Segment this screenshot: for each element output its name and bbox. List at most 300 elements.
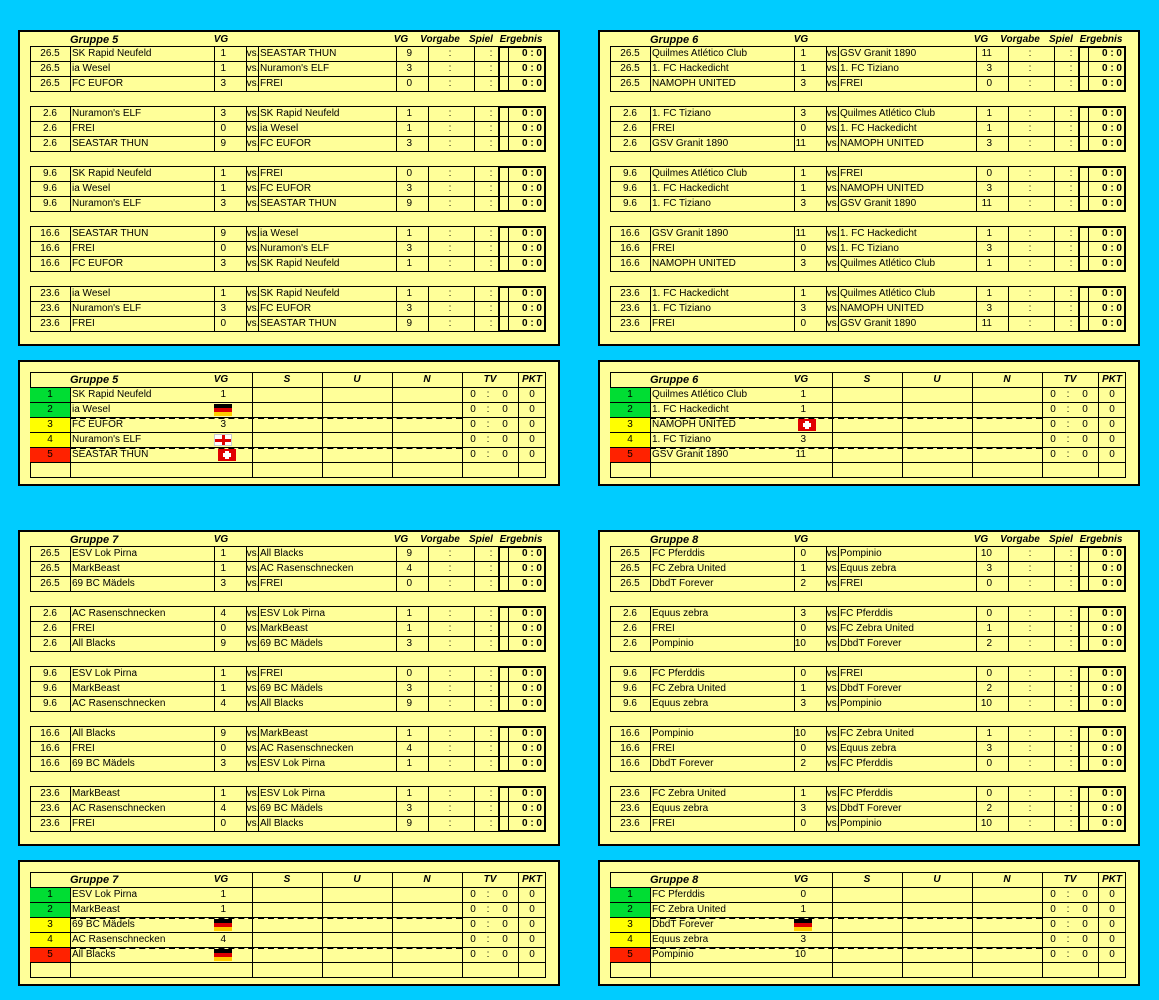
spiel-input[interactable]: :	[489, 668, 493, 679]
rank-cell: 1	[610, 388, 650, 402]
vorgabe-input[interactable]: :	[448, 183, 452, 194]
match-date: 2.6	[43, 108, 57, 119]
vorgabe-input[interactable]: :	[1028, 243, 1032, 254]
tv-goals-for: 0	[1050, 919, 1056, 930]
vorgabe-input[interactable]: :	[1028, 578, 1032, 589]
spiel-input[interactable]: :	[489, 623, 493, 634]
result-score[interactable]: 0 : 0	[521, 303, 542, 314]
spiel-input[interactable]: :	[489, 63, 493, 74]
home-team: Nuramon's ELF	[72, 198, 142, 209]
result-score[interactable]: 0 : 0	[1101, 683, 1122, 694]
result-score[interactable]: 0 : 0	[1101, 123, 1122, 134]
spiel-input[interactable]: :	[1069, 63, 1073, 74]
group-title: Gruppe 7	[70, 874, 119, 886]
result-score[interactable]: 0 : 0	[521, 288, 542, 299]
result-score[interactable]: 0 : 0	[521, 183, 542, 194]
spiel-input[interactable]: :	[1069, 668, 1073, 679]
rank-cell: 2	[30, 903, 70, 917]
spiel-input[interactable]: :	[489, 758, 493, 769]
result-score[interactable]: 0 : 0	[1101, 608, 1122, 619]
spiel-input[interactable]: :	[489, 728, 493, 739]
vorgabe-input[interactable]: :	[448, 258, 452, 269]
away-vg: 2	[986, 803, 992, 814]
home-vg: 1	[800, 48, 806, 59]
vs-label: vs.	[246, 788, 260, 799]
spiel-input[interactable]: :	[1069, 138, 1073, 149]
vorgabe-input[interactable]: :	[448, 78, 452, 89]
spiel-input[interactable]: :	[489, 78, 493, 89]
result-score[interactable]: 0 : 0	[1101, 108, 1122, 119]
home-vg: 3	[220, 198, 226, 209]
qualification-line	[650, 417, 1042, 419]
result-score[interactable]: 0 : 0	[1101, 168, 1122, 179]
away-vg: 1	[406, 728, 412, 739]
away-team: GSV Granit 1890	[840, 318, 917, 329]
result-score[interactable]: 0 : 0	[1101, 138, 1122, 149]
home-team: FREI	[652, 243, 675, 254]
tv-goals-for: 0	[1050, 404, 1056, 415]
vorgabe-input[interactable]: :	[448, 138, 452, 149]
away-vg: 0	[406, 668, 412, 679]
result-score[interactable]: 0 : 0	[521, 623, 542, 634]
vorgabe-input[interactable]: :	[448, 728, 452, 739]
spiel-input[interactable]: :	[489, 228, 493, 239]
schedule-panel	[18, 530, 560, 846]
vorgabe-input[interactable]: :	[1028, 683, 1032, 694]
vorgabe-input[interactable]: :	[1028, 108, 1032, 119]
team-name: Equus zebra	[652, 934, 709, 945]
vg-header: VG	[973, 34, 989, 45]
vorgabe-input[interactable]: :	[1028, 758, 1032, 769]
spiel-input[interactable]: :	[489, 198, 493, 209]
spiel-input[interactable]: :	[489, 548, 493, 559]
result-score[interactable]: 0 : 0	[1101, 758, 1122, 769]
match-date: 16.6	[620, 728, 640, 739]
tv-colon: :	[486, 889, 490, 900]
result-score[interactable]: 0 : 0	[521, 108, 542, 119]
vs-label: vs.	[246, 183, 260, 194]
points: 0	[529, 904, 535, 915]
points: 0	[529, 419, 535, 430]
spiel-input[interactable]: :	[1069, 743, 1073, 754]
spiel-input[interactable]: :	[1069, 818, 1073, 829]
spiel-input[interactable]: :	[1069, 683, 1073, 694]
spiel-input[interactable]: :	[489, 788, 493, 799]
spiel-input[interactable]: :	[489, 48, 493, 59]
column-divider	[650, 546, 651, 561]
spiel-input[interactable]: :	[489, 108, 493, 119]
column-divider	[70, 726, 71, 741]
vorgabe-input[interactable]: :	[1028, 743, 1032, 754]
match-date: 16.6	[620, 258, 640, 269]
away-team: DbdT Forever	[840, 638, 902, 649]
vorgabe-input[interactable]: :	[1028, 183, 1032, 194]
vg-header: VG	[393, 34, 409, 45]
spiel-input[interactable]: :	[489, 243, 493, 254]
vorgabe-input[interactable]: :	[1028, 198, 1032, 209]
spiel-input[interactable]: :	[489, 578, 493, 589]
vorgabe-input[interactable]: :	[1028, 48, 1032, 59]
vorgabe-input[interactable]: :	[1028, 563, 1032, 574]
spiel-input[interactable]: :	[1069, 548, 1073, 559]
points: 0	[1109, 919, 1115, 930]
vorgabe-input[interactable]: :	[448, 668, 452, 679]
vorgabe-input[interactable]: :	[448, 743, 452, 754]
home-team: FREI	[72, 623, 95, 634]
home-team: 69 BC Mädels	[72, 758, 135, 769]
result-score[interactable]: 0 : 0	[521, 728, 542, 739]
spiel-input[interactable]: :	[489, 698, 493, 709]
spiel-input[interactable]: :	[489, 183, 493, 194]
result-score[interactable]: 0 : 0	[1101, 548, 1122, 559]
vorgabe-input[interactable]: :	[448, 683, 452, 694]
home-vg: 1	[220, 548, 226, 559]
column-divider	[650, 741, 651, 756]
away-vg: 0	[986, 578, 992, 589]
home-vg: 1	[800, 183, 806, 194]
vorgabe-input[interactable]: :	[1028, 138, 1032, 149]
vorgabe-input[interactable]: :	[448, 608, 452, 619]
vorgabe-input[interactable]: :	[448, 548, 452, 559]
spiel-input[interactable]: :	[1069, 123, 1073, 134]
qualification-line	[70, 417, 462, 419]
home-vg: 1	[800, 788, 806, 799]
vorgabe-input[interactable]: :	[448, 758, 452, 769]
tv-goals-against: 0	[1082, 919, 1088, 930]
result-score[interactable]: 0 : 0	[1101, 578, 1122, 589]
vorgabe-input[interactable]: :	[448, 198, 452, 209]
spiel-input[interactable]: :	[489, 258, 493, 269]
result-score[interactable]: 0 : 0	[521, 228, 542, 239]
away-team: Quilmes Atlético Club	[840, 108, 936, 119]
match-date: 23.6	[40, 303, 60, 314]
match-date: 2.6	[623, 123, 637, 134]
result-score[interactable]: 0 : 0	[1101, 303, 1122, 314]
vorgabe-input[interactable]: :	[448, 288, 452, 299]
vorgabe-input[interactable]: :	[448, 63, 452, 74]
home-vg: 3	[800, 608, 806, 619]
result-score[interactable]: 0 : 0	[1101, 288, 1122, 299]
away-team: FC Pferddis	[840, 608, 893, 619]
spiel-input[interactable]: :	[1069, 803, 1073, 814]
result-score[interactable]: 0 : 0	[521, 698, 542, 709]
result-score[interactable]: 0 : 0	[521, 318, 542, 329]
vs-label: vs.	[246, 123, 260, 134]
spiel-input[interactable]: :	[1069, 258, 1073, 269]
vorgabe-input[interactable]: :	[448, 108, 452, 119]
result-score[interactable]: 0 : 0	[1101, 803, 1122, 814]
result-score[interactable]: 0 : 0	[521, 578, 542, 589]
vs-label: vs.	[246, 78, 260, 89]
spiel-input[interactable]: :	[1069, 788, 1073, 799]
result-score[interactable]: 0 : 0	[521, 243, 542, 254]
result-score[interactable]: 0 : 0	[521, 818, 542, 829]
away-vg: 3	[406, 243, 412, 254]
rank-cell: 3	[30, 418, 70, 432]
result-score[interactable]: 0 : 0	[521, 608, 542, 619]
vorgabe-input[interactable]: :	[448, 168, 452, 179]
result-score[interactable]: 0 : 0	[521, 548, 542, 559]
match-date: 16.6	[620, 228, 640, 239]
result-score[interactable]: 0 : 0	[521, 198, 542, 209]
column-divider	[70, 741, 71, 756]
vs-label: vs.	[246, 63, 260, 74]
away-team: FREI	[260, 78, 283, 89]
vs-label: vs.	[826, 198, 840, 209]
standings-panel	[18, 360, 560, 486]
spiel-input[interactable]: :	[1069, 608, 1073, 619]
result-score[interactable]: 0 : 0	[521, 63, 542, 74]
spiel-input[interactable]: :	[1069, 243, 1073, 254]
vorgabe-input[interactable]: :	[1028, 638, 1032, 649]
tv-colon: :	[486, 449, 490, 460]
vs-label: vs.	[826, 638, 840, 649]
home-vg: 1	[220, 63, 226, 74]
away-team: AC Rasenschnecken	[260, 743, 354, 754]
result-score[interactable]: 0 : 0	[1101, 623, 1122, 634]
team-name: SK Rapid Neufeld	[72, 389, 152, 400]
team-name: GSV Granit 1890	[652, 449, 729, 460]
tv-colon: :	[1066, 949, 1070, 960]
vorgabe-input[interactable]: :	[1028, 548, 1032, 559]
column-divider	[650, 76, 651, 91]
result-score[interactable]: 0 : 0	[521, 668, 542, 679]
vorgabe-input[interactable]: :	[1028, 668, 1032, 679]
points: 0	[1109, 404, 1115, 415]
rank-cell: 2	[610, 403, 650, 417]
pkt-header: PKT	[522, 874, 542, 885]
points: 0	[529, 389, 535, 400]
match-date: 23.6	[40, 288, 60, 299]
vorgabe-input[interactable]: :	[448, 48, 452, 59]
result-score[interactable]: 0 : 0	[1101, 788, 1122, 799]
result-score[interactable]: 0 : 0	[1101, 48, 1122, 59]
home-vg: 4	[220, 608, 226, 619]
spiel-input[interactable]: :	[1069, 318, 1073, 329]
result-score[interactable]: 0 : 0	[1101, 728, 1122, 739]
spiel-input[interactable]: :	[489, 818, 493, 829]
vorgabe-input[interactable]: :	[448, 803, 452, 814]
result-score[interactable]: 0 : 0	[521, 803, 542, 814]
points: 0	[1109, 949, 1115, 960]
result-score[interactable]: 0 : 0	[1101, 698, 1122, 709]
tv-goals-against: 0	[502, 449, 508, 460]
result-score[interactable]: 0 : 0	[1101, 258, 1122, 269]
spiel-input[interactable]: :	[489, 303, 493, 314]
match-date: 9.6	[623, 198, 637, 209]
spiel-input[interactable]: :	[489, 123, 493, 134]
away-vg: 9	[406, 48, 412, 59]
vorgabe-input[interactable]: :	[1028, 288, 1032, 299]
spiel-input[interactable]: :	[1069, 183, 1073, 194]
result-score[interactable]: 0 : 0	[1101, 743, 1122, 754]
column-divider	[70, 181, 71, 196]
vorgabe-input[interactable]: :	[448, 303, 452, 314]
result-score[interactable]: 0 : 0	[521, 743, 542, 754]
column-divider	[70, 121, 71, 136]
result-score[interactable]: 0 : 0	[1101, 198, 1122, 209]
spiel-input[interactable]: :	[489, 743, 493, 754]
group-title: Gruppe 7	[70, 534, 119, 546]
spiel-input[interactable]: :	[1069, 198, 1073, 209]
vorgabe-input[interactable]: :	[1028, 303, 1032, 314]
result-score[interactable]: 0 : 0	[521, 788, 542, 799]
team-name: FC Zebra United	[652, 904, 726, 915]
vs-label: vs.	[826, 303, 840, 314]
vorgabe-input[interactable]: :	[1028, 123, 1032, 134]
match-date: 16.6	[620, 743, 640, 754]
result-score[interactable]: 0 : 0	[521, 48, 542, 59]
away-team: Nuramon's ELF	[260, 243, 330, 254]
vorgabe-input[interactable]: :	[1028, 803, 1032, 814]
vorgabe-input[interactable]: :	[1028, 608, 1032, 619]
result-score[interactable]: 0 : 0	[521, 758, 542, 769]
match-date: 2.6	[623, 623, 637, 634]
result-score[interactable]: 0 : 0	[1101, 638, 1122, 649]
spiel-input[interactable]: :	[1069, 48, 1073, 59]
away-vg: 1	[986, 728, 992, 739]
vs-label: vs.	[826, 108, 840, 119]
away-vg: 9	[406, 548, 412, 559]
away-team: GSV Granit 1890	[840, 48, 917, 59]
tv-goals-against: 0	[1082, 904, 1088, 915]
spiel-input[interactable]: :	[1069, 288, 1073, 299]
spiel-input[interactable]: :	[1069, 698, 1073, 709]
vorgabe-input[interactable]: :	[1028, 818, 1032, 829]
vorgabe-input[interactable]: :	[448, 228, 452, 239]
spiel-input[interactable]: :	[1069, 563, 1073, 574]
result-score[interactable]: 0 : 0	[521, 138, 542, 149]
spiel-input[interactable]: :	[489, 608, 493, 619]
spiel-input[interactable]: :	[1069, 78, 1073, 89]
result-score[interactable]: 0 : 0	[1101, 668, 1122, 679]
spiel-input[interactable]: :	[489, 288, 493, 299]
result-score[interactable]: 0 : 0	[1101, 318, 1122, 329]
rank-cell: 5	[610, 448, 650, 462]
away-team: ESV Lok Pirna	[260, 758, 326, 769]
result-score[interactable]: 0 : 0	[521, 258, 542, 269]
result-score[interactable]: 0 : 0	[521, 168, 542, 179]
spiel-input[interactable]: :	[489, 318, 493, 329]
column-divider	[650, 316, 651, 331]
away-vg: 3	[406, 683, 412, 694]
vorgabe-input[interactable]: :	[448, 123, 452, 134]
away-team: SEASTAR THUN	[260, 198, 337, 209]
home-team: SK Rapid Neufeld	[72, 168, 152, 179]
vg-header: VG	[393, 534, 409, 545]
result-score[interactable]: 0 : 0	[521, 78, 542, 89]
home-team: Quilmes Atlético Club	[652, 48, 748, 59]
match-date: 16.6	[40, 228, 60, 239]
spiel-input[interactable]: :	[1069, 638, 1073, 649]
result-score[interactable]: 0 : 0	[1101, 243, 1122, 254]
result-score[interactable]: 0 : 0	[521, 638, 542, 649]
spiel-input[interactable]: :	[489, 563, 493, 574]
tv-goals-for: 0	[470, 904, 476, 915]
spiel-input[interactable]: :	[489, 683, 493, 694]
ergebnis-header: Ergebnis	[499, 534, 543, 545]
vorgabe-input[interactable]: :	[1028, 228, 1032, 239]
result-score[interactable]: 0 : 0	[1101, 183, 1122, 194]
standings-panel	[18, 860, 560, 986]
vorgabe-input[interactable]: :	[1028, 698, 1032, 709]
spiel-input[interactable]: :	[1069, 728, 1073, 739]
away-team: All Blacks	[260, 698, 304, 709]
spiel-input[interactable]: :	[1069, 623, 1073, 634]
tv-colon: :	[1066, 434, 1070, 445]
vorgabe-input[interactable]: :	[448, 818, 452, 829]
away-team: ESV Lok Pirna	[260, 608, 326, 619]
vorgabe-input[interactable]: :	[1028, 63, 1032, 74]
vorgabe-input[interactable]: :	[448, 318, 452, 329]
result-score[interactable]: 0 : 0	[1101, 818, 1122, 829]
match-date: 2.6	[623, 608, 637, 619]
vorgabe-input[interactable]: :	[1028, 168, 1032, 179]
vorgabe-input[interactable]: :	[448, 788, 452, 799]
vorgabe-input[interactable]: :	[1028, 788, 1032, 799]
result-score[interactable]: 0 : 0	[521, 563, 542, 574]
spiel-input[interactable]: :	[1069, 108, 1073, 119]
group-title: Gruppe 6	[650, 34, 699, 46]
spiel-input[interactable]: :	[1069, 303, 1073, 314]
vorgabe-input[interactable]: :	[448, 563, 452, 574]
home-vg: 10	[794, 638, 806, 649]
result-score[interactable]: 0 : 0	[1101, 63, 1122, 74]
home-team: FREI	[652, 318, 675, 329]
spiel-input[interactable]: :	[489, 138, 493, 149]
away-team: FC Zebra United	[840, 623, 914, 634]
vorgabe-header: Vorgabe	[1000, 534, 1040, 545]
vorgabe-input[interactable]: :	[1028, 318, 1032, 329]
spiel-input[interactable]: :	[1069, 758, 1073, 769]
result-score[interactable]: 0 : 0	[521, 683, 542, 694]
home-vg: 1	[800, 563, 806, 574]
vorgabe-input[interactable]: :	[1028, 623, 1032, 634]
result-score[interactable]: 0 : 0	[521, 123, 542, 134]
tv-goals-for: 0	[470, 919, 476, 930]
home-vg: 0	[220, 318, 226, 329]
vorgabe-input[interactable]: :	[1028, 728, 1032, 739]
vorgabe-input[interactable]: :	[448, 698, 452, 709]
team-name: Pompinio	[652, 949, 694, 960]
tv-goals-for: 0	[1050, 419, 1056, 430]
away-vg: 0	[986, 168, 992, 179]
spiel-input[interactable]: :	[1069, 168, 1073, 179]
result-score[interactable]: 0 : 0	[1101, 563, 1122, 574]
relegation-line	[650, 947, 1042, 949]
tv-goals-for: 0	[470, 434, 476, 445]
spiel-input[interactable]: :	[1069, 228, 1073, 239]
vs-label: vs.	[826, 578, 840, 589]
spiel-input[interactable]: :	[1069, 578, 1073, 589]
vorgabe-input[interactable]: :	[448, 243, 452, 254]
schedule-panel	[18, 30, 560, 346]
result-score[interactable]: 0 : 0	[1101, 78, 1122, 89]
vs-label: vs.	[826, 288, 840, 299]
match-date: 9.6	[623, 183, 637, 194]
away-team: MarkBeast	[260, 728, 308, 739]
vorgabe-input[interactable]: :	[448, 578, 452, 589]
vorgabe-input[interactable]: :	[1028, 78, 1032, 89]
vorgabe-input[interactable]: :	[1028, 258, 1032, 269]
home-team: NAMOPH UNITED	[652, 258, 736, 269]
vorgabe-input[interactable]: :	[448, 623, 452, 634]
spiel-input[interactable]: :	[489, 803, 493, 814]
spiel-input[interactable]: :	[489, 168, 493, 179]
spiel-input[interactable]: :	[489, 638, 493, 649]
vorgabe-input[interactable]: :	[448, 638, 452, 649]
result-score[interactable]: 0 : 0	[1101, 228, 1122, 239]
